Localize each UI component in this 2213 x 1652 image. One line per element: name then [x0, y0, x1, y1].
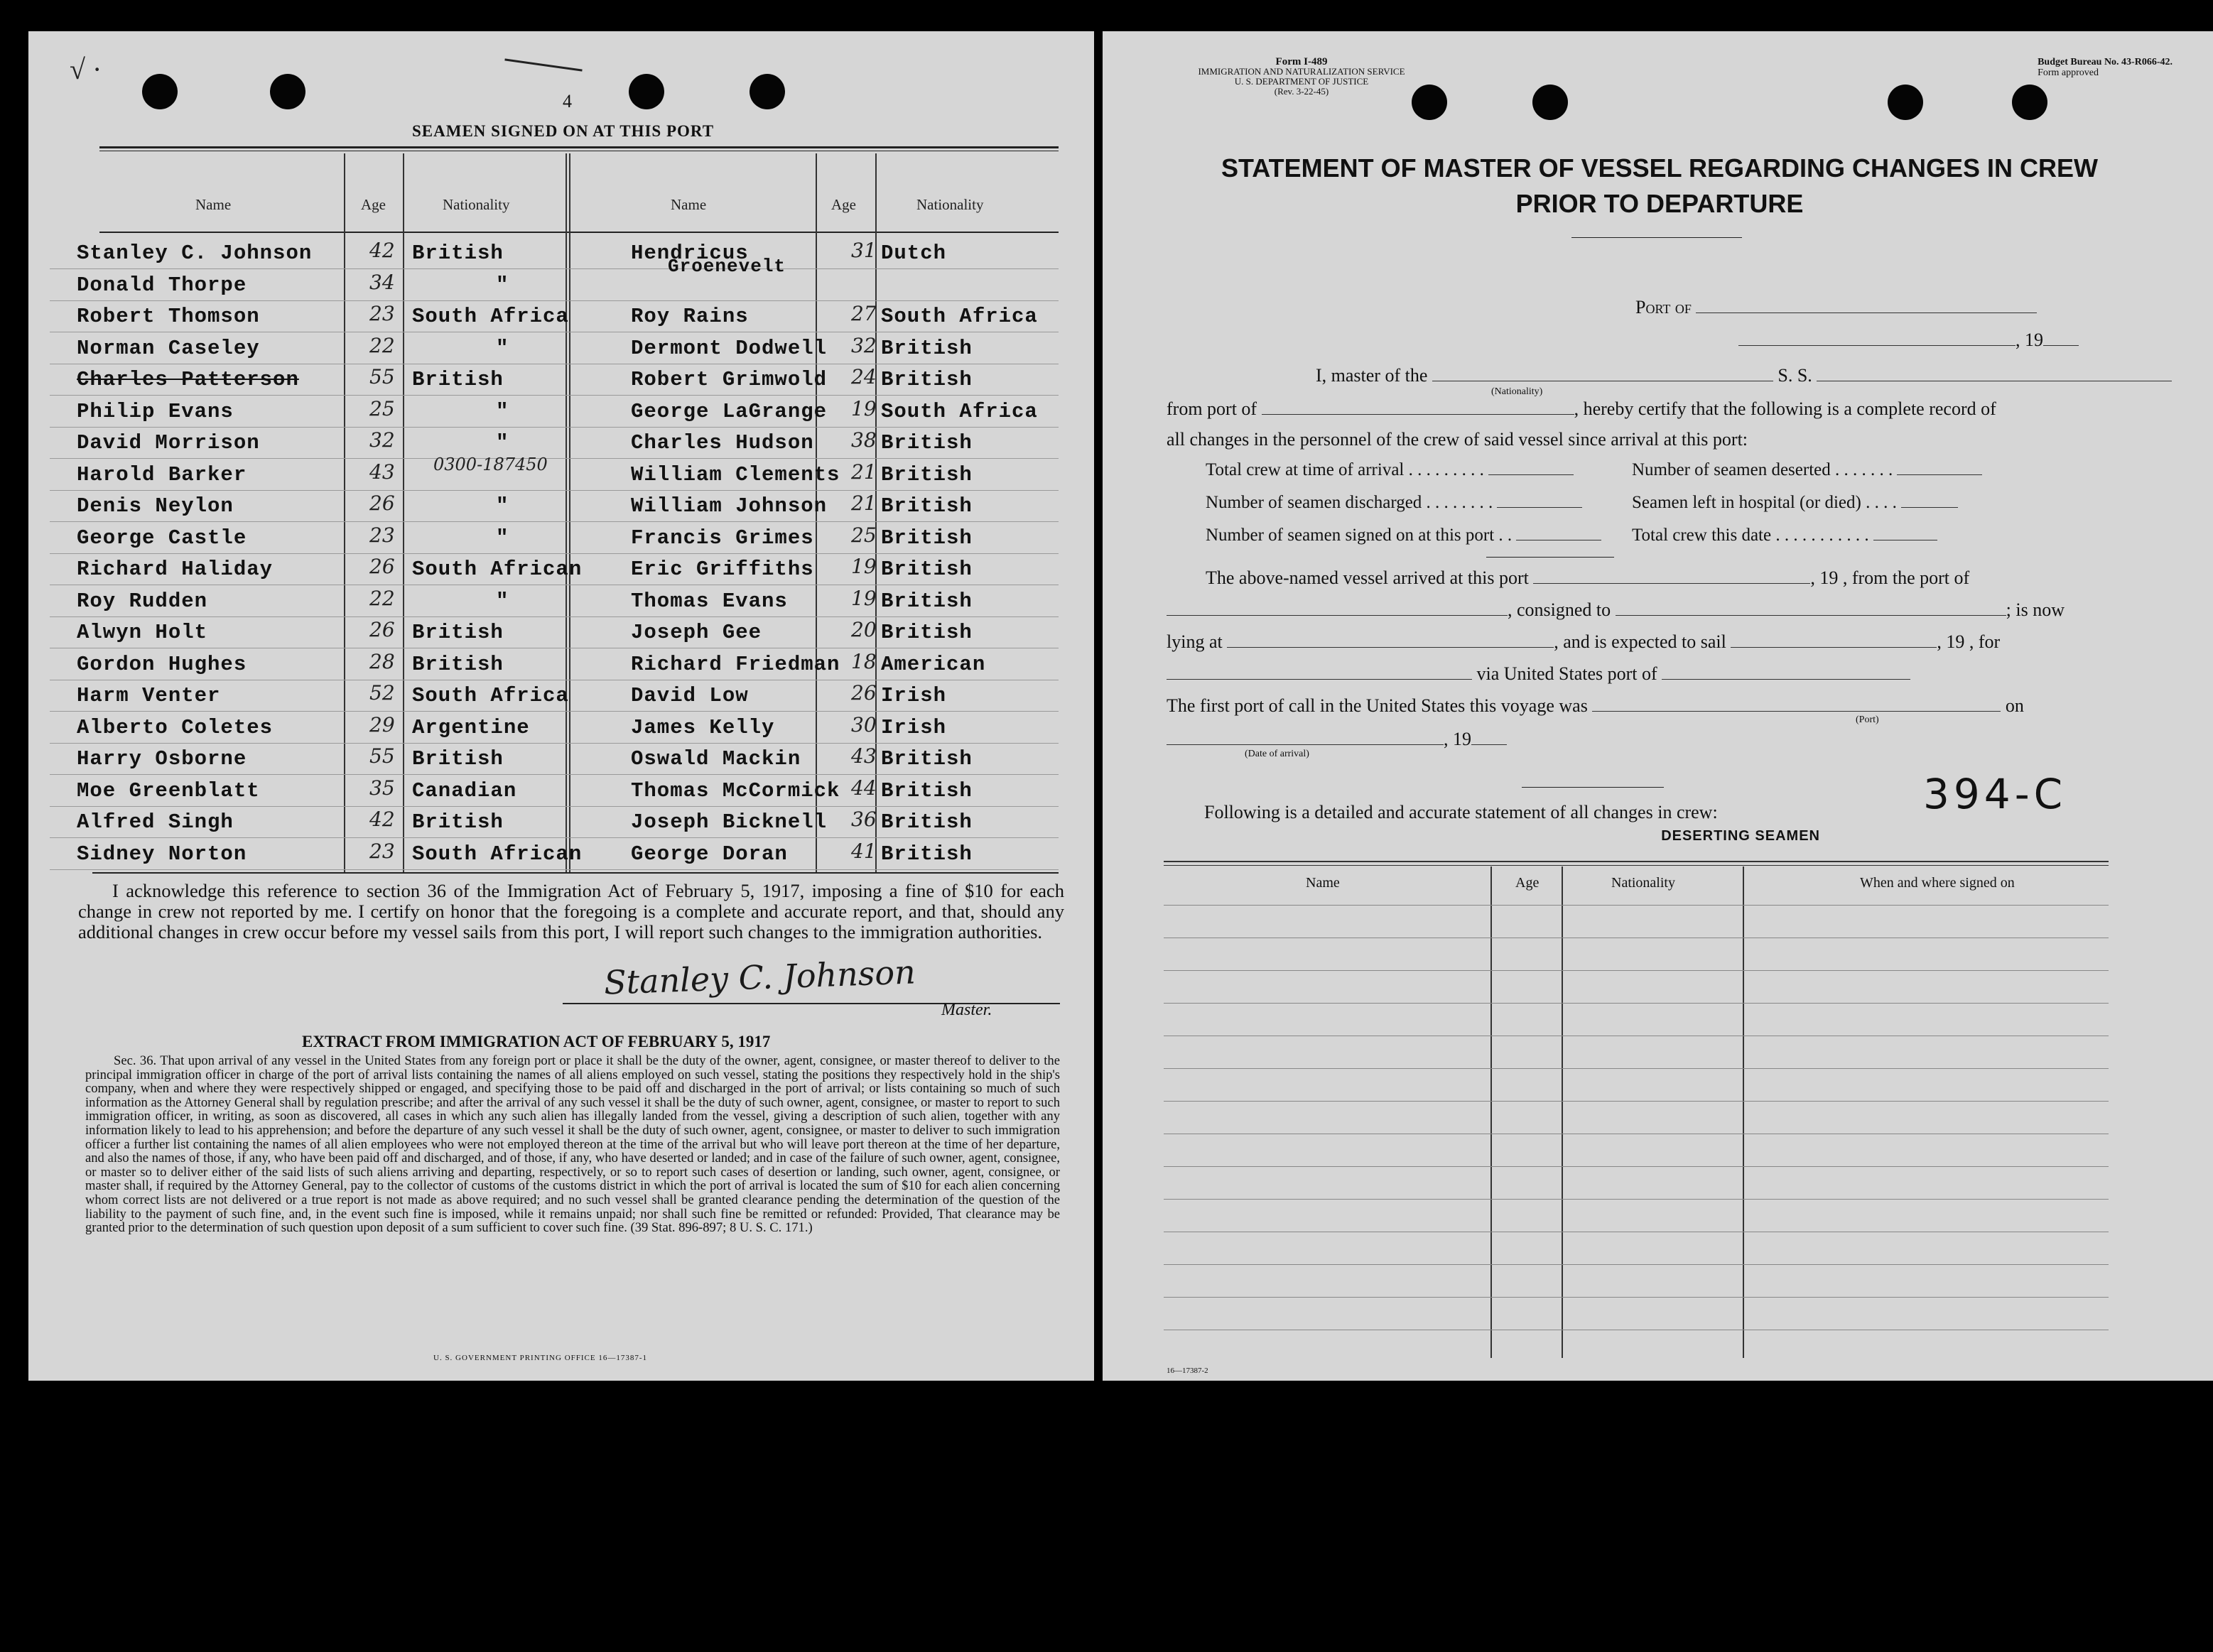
budget-number: Budget Bureau No. 43-R066-42.: [2038, 57, 2173, 67]
crew-nationality: British: [881, 494, 973, 518]
crew-name: Denis Neylon: [77, 494, 234, 518]
crew-nationality: South African: [412, 558, 583, 581]
header-rule: [99, 232, 1059, 233]
crew-age: 28: [369, 649, 395, 673]
revision-date: (Rev. 3-22-45): [1274, 86, 1329, 97]
crew-nationality: British: [881, 810, 973, 834]
crew-age: 42: [369, 239, 395, 262]
crew-age: 21: [851, 460, 877, 484]
table-row: [50, 743, 1059, 775]
margin-mark: √ ·: [70, 53, 102, 85]
table-row: [1164, 1068, 2109, 1069]
table-row: [50, 396, 1059, 428]
column-divider: [1562, 866, 1563, 1358]
crew-age: 32: [851, 333, 877, 357]
arrived-line: [1206, 567, 1969, 589]
crew-name: George LaGrange: [631, 399, 828, 423]
crew-name: Thomas Evans: [631, 589, 788, 613]
master-label: Master.: [941, 1001, 992, 1019]
crew-nationality: British: [881, 368, 973, 391]
table-top-rule: [1164, 861, 2109, 862]
crew-nationality: British: [412, 368, 504, 391]
crew-name: Dermont Dodwell: [631, 336, 828, 360]
crew-name: George Doran: [631, 842, 788, 866]
crew-stat-line: [1632, 460, 1982, 480]
crew-age: 26: [851, 681, 877, 705]
column-header-name: Name: [1306, 875, 1340, 891]
crew-age: 30: [851, 712, 877, 737]
table-row: [50, 838, 1059, 870]
certify-text: , hereby certify that the following is a complete record of: [1574, 398, 1996, 419]
year-label: , 19: [2015, 330, 2043, 350]
column-header-nationality: Nationality: [443, 196, 510, 213]
table-row: [50, 553, 1059, 585]
printer-imprint: U. S. GOVERNMENT PRINTING OFFICE 16—17387-1: [433, 1354, 648, 1362]
crew-name: Stanley C. Johnson: [77, 241, 313, 265]
form-title-line1: STATEMENT OF MASTER OF VESSEL REGARDING CHANGES IN CREW: [1221, 153, 2099, 183]
master-signature: Stanley C. Johnson: [603, 952, 916, 1002]
lying-at-label: lying at: [1167, 631, 1223, 652]
consigned-line: [1167, 599, 2065, 621]
crew-name: Norman Caseley: [77, 336, 260, 360]
pen-stroke: [504, 58, 582, 71]
lying-at-line: [1167, 631, 2000, 653]
master-of-label: I, master of the: [1316, 365, 1428, 386]
year-blank[interactable]: [1471, 744, 1507, 745]
table-row: [50, 364, 1059, 396]
crew-nationality: British: [412, 747, 504, 771]
crew-age: 26: [369, 618, 395, 641]
origin-port-blank[interactable]: [1167, 615, 1508, 616]
crew-age: 26: [369, 555, 395, 578]
crew-stat-label: Number of seamen deserted . . . . . . .: [1632, 460, 1893, 479]
crew-nationality: British: [412, 652, 504, 676]
crew-nationality: ": [496, 526, 509, 550]
all-changes-text: all changes in the personnel of the crew of said vessel since arrival at this port:: [1167, 429, 1748, 450]
form-footer: 16—17387-2: [1167, 1366, 1208, 1375]
crew-nationality: British: [881, 336, 973, 360]
crew-nationality: American: [881, 652, 986, 676]
lying-at-blank[interactable]: [1227, 647, 1554, 648]
table-row: [50, 490, 1059, 522]
crew-name: Richard Haliday: [77, 558, 274, 581]
crew-name: Roy Rains: [631, 305, 749, 328]
crew-stat-label: Number of seamen discharged . . . . . . . .: [1206, 493, 1493, 512]
crew-age: 23: [369, 839, 395, 863]
table-row: [50, 806, 1059, 838]
table-row: [1164, 905, 2109, 906]
from-port-line: [1167, 398, 1996, 420]
crew-name: Thomas McCormick: [631, 778, 840, 803]
deserting-seamen-table: [1164, 861, 2109, 1358]
arrival-date-blank[interactable]: [1533, 583, 1810, 584]
crew-name: Alwyn Holt: [77, 621, 208, 644]
port-of-field: [1635, 297, 2037, 318]
crew-age: 44: [851, 776, 877, 800]
divider: [1522, 787, 1664, 788]
crew-nationality: British: [881, 558, 973, 581]
crew-age: 22: [369, 333, 395, 357]
crew-age: 55: [369, 365, 395, 388]
crew-nationality: South Africa: [412, 684, 569, 707]
table-row: [50, 616, 1059, 648]
table-row: [1164, 970, 2109, 971]
crew-nationality: British: [412, 241, 504, 265]
crew-nationality: Dutch: [881, 241, 947, 265]
crew-nationality: British: [881, 621, 973, 644]
form-title-line2: PRIOR TO DEPARTURE: [1515, 189, 1804, 218]
date-blank[interactable]: [1738, 345, 2015, 346]
crew-nationality: ": [496, 494, 509, 518]
crew-stat-label: Total crew at time of arrival . . . . . . . . .: [1206, 460, 1484, 479]
table-row: [50, 332, 1059, 364]
agency-name: IMMIGRATION AND NATURALIZATION SERVICE: [1198, 66, 1405, 77]
table-row: [1164, 1003, 2109, 1004]
crew-age: 18: [851, 649, 877, 673]
nationality-note: (Nationality): [1491, 386, 1543, 397]
first-arrival-date-blank[interactable]: [1167, 744, 1444, 745]
consigned-label: , consigned to: [1508, 599, 1611, 620]
crew-age: 29: [369, 712, 395, 737]
form-title: [1103, 151, 2213, 222]
table-row: [1164, 1264, 2109, 1265]
table-row: [50, 712, 1059, 744]
table-row: [1164, 1297, 2109, 1298]
crew-age: 24: [851, 365, 877, 388]
year-blank[interactable]: [2043, 345, 2079, 346]
crew-nationality: British: [881, 589, 973, 613]
crew-name: Alberto Coletes: [77, 715, 274, 739]
column-header-name: Name: [671, 196, 707, 213]
via-label: via United States port of: [1476, 663, 1657, 684]
column-header-age: Age: [1515, 875, 1540, 891]
crew-nationality: ": [496, 431, 509, 455]
crew-name: David Low: [631, 684, 749, 707]
table-row: [50, 300, 1059, 332]
table-row: [1164, 1166, 2109, 1167]
table-bottom-rule: [92, 872, 1059, 874]
crew-age: 43: [851, 744, 877, 768]
crew-name: Moe Greenblatt: [77, 778, 260, 803]
table-row: [50, 680, 1059, 712]
column-header-nationality: Nationality: [1611, 875, 1675, 891]
crew-nationality: South Africa: [412, 305, 569, 328]
crew-stat-label: Number of seamen signed on at this port . .: [1206, 526, 1513, 545]
crew-name: Hendricus: [631, 241, 749, 265]
column-header-nationality: Nationality: [916, 196, 984, 213]
extract-heading: EXTRACT FROM IMMIGRATION ACT OF FEBRUARY 5, 1917: [302, 1033, 771, 1050]
column-header-signed-on: When and where signed on: [1860, 875, 2015, 891]
crew-nationality: ": [496, 589, 509, 613]
department-name: U. S. DEPARTMENT OF JUSTICE: [1234, 76, 1369, 87]
crew-name: William Johnson: [631, 494, 828, 518]
table-row: [1164, 1199, 2109, 1200]
ss-label: S. S.: [1778, 365, 1812, 386]
crew-nationality: British: [881, 778, 973, 803]
page-number: 4: [563, 91, 572, 112]
via-line: [1167, 663, 1910, 685]
crew-stat-blank[interactable]: [1901, 507, 1958, 508]
table-row: [50, 585, 1059, 617]
crew-nationality: ": [496, 399, 509, 423]
from-port-blank[interactable]: [1262, 414, 1574, 415]
punch-hole: [1532, 85, 1568, 120]
crew-nationality: Canadian: [412, 778, 517, 803]
punch-hole: [2012, 85, 2047, 120]
crew-name: George Castle: [77, 526, 247, 550]
divider: [99, 146, 1059, 148]
crew-stat-line: [1206, 526, 1601, 545]
table-row: [1164, 1101, 2109, 1102]
crew-age: 27: [851, 302, 877, 325]
crew-nationality: South Africa: [881, 305, 1038, 328]
punch-hole: [270, 74, 305, 109]
first-port-line: [1167, 695, 2024, 717]
punch-hole: [142, 74, 178, 109]
crew-stat-line: [1632, 493, 1958, 513]
crew-age: 42: [369, 808, 395, 831]
crew-age: 52: [369, 681, 395, 705]
crew-stat-line: [1206, 460, 1574, 480]
crew-nationality: South Africa: [881, 399, 1038, 423]
crew-name: Roy Rudden: [77, 589, 208, 613]
column-divider: [1743, 866, 1744, 1358]
crew-age: 19: [851, 555, 877, 578]
table-row: [50, 237, 1059, 277]
crew-name: Harold Barker: [77, 462, 247, 487]
following-text: Following is a detailed and accurate statement of all changes in crew:: [1204, 802, 1718, 822]
port-of-label: Port of: [1635, 297, 1692, 317]
crew-nationality: British: [881, 431, 973, 455]
crew-age: 25: [851, 523, 877, 547]
crew-name: Charles Hudson: [631, 431, 814, 455]
crew-stat-label: Seamen left in hospital (or died) . . . .: [1632, 493, 1897, 512]
port-note: (Port): [1856, 714, 1879, 725]
crew-nationality: British: [881, 462, 973, 487]
crew-nationality: British: [412, 810, 504, 834]
crew-age: 43: [369, 460, 395, 484]
destination-blank[interactable]: [1167, 679, 1472, 680]
crew-name: Joseph Bicknell: [631, 810, 828, 834]
crew-age: 55: [369, 744, 395, 768]
for-label: , 19 , for: [1937, 631, 2001, 652]
crew-name: Robert Thomson: [77, 305, 260, 328]
table-row: [50, 454, 1059, 491]
via-port-blank[interactable]: [1662, 679, 1910, 680]
crew-age: 20: [851, 618, 877, 641]
crew-nationality: British: [881, 842, 973, 866]
crew-name: Eric Griffiths: [631, 558, 814, 581]
from-the-port-label: , 19 , from the port of: [1810, 567, 1970, 588]
master-of-line: [1316, 365, 2172, 386]
table-row: [50, 522, 1059, 554]
crew-name: Robert Grimwold: [631, 368, 828, 391]
table-row: [50, 775, 1059, 807]
crew-age: 31: [851, 239, 877, 262]
column-header-age: Age: [361, 196, 386, 213]
crew-age: 32: [369, 428, 395, 452]
from-port-label: from port of: [1167, 398, 1257, 419]
crew-age: 35: [369, 776, 395, 800]
crew-age: 22: [369, 586, 395, 610]
crew-nationality: British: [881, 526, 973, 550]
budget-bureau-note: [2038, 57, 2173, 78]
column-header-age: Age: [831, 196, 856, 213]
crew-name: Donald Thorpe: [77, 273, 247, 297]
left-page: [28, 31, 1094, 1381]
form-number: Form I-489: [1275, 56, 1328, 67]
table-row: [50, 427, 1059, 459]
crew-age: 19: [851, 586, 877, 610]
crew-stat-blank[interactable]: [1488, 474, 1574, 475]
crew-nationality: ": [496, 336, 509, 360]
crew-age: 41: [851, 839, 877, 863]
crew-stat-line: [1632, 526, 1937, 545]
crew-name: Charles Patterson: [77, 368, 299, 391]
crew-name: Gordon Hughes: [77, 652, 247, 676]
stats-divider: [1486, 557, 1614, 558]
crew-age: 19: [851, 396, 877, 420]
table-row: [50, 648, 1059, 680]
right-page: [1103, 31, 2213, 1381]
punch-hole: [750, 74, 785, 109]
consignee-blank[interactable]: [1616, 615, 2006, 616]
crew-name: William Clements: [631, 462, 840, 487]
section-36-text: Sec. 36. That upon arrival of any vessel in the United States from any foreign port or place it shall be the duty of the owner, agent, consignee, or master thereof to deliver to the principal immigration officer in charge of the port of arrival lists containing the names of all aliens employed on such vessel, stating the positions they respectively hold in the ship's company, when and where they were respectively shipped or engaged, and specifying those to be paid off and discharged in the port of arrival; or lists containing so much of such information as the Attorney General shall by regulation prescribe; and after the arrival of any such vessel it shall be the duty of such owner, agent, consignee, or master to report to such immigration officer, in writing, as soon as discovered, all cases in which any such alien has illegally landed from the vessel, giving a description of such alien, together with any information likely to lead to his apprehension; and before the departure of any such vessel it shall be the duty of such owner, agent, consignee, or master to deliver to such immigration officer a further list containing the names of all alien employees who were not employed thereon at the time of the arrival but who will leave port thereon at the time of her departure, and also the names of those, if any, who have been paid off and discharged, and of those, if any, who have deserted or landed; and in case of the failure of such owner, agent, consignee, or master so to deliver either of the said lists of such aliens arriving and departing, respectively, or so to report such cases of desertion or landing, such owner, agent, consignee, or master shall, if required by the Attorney General, pay to the collector of customs of the customs district in which the port of arrival is located the sum of $10 for each alien concerning whom correct lists are not delivered or a true report is not made as above required; and no such vessel shall be granted clearance pending the determination of the question of the liability to the payment of such fine, and, in the event such fine is imposed, while it remains unpaid; nor shall such fine be remitted or refunded: Provided, That clearance may be granted prior to the determination of such question upon deposit of a sum sufficient to cover such fine. (39 Stat. 896-897; 8 U. S. C. 171.): [85, 1053, 1060, 1236]
crew-age: 25: [369, 396, 395, 420]
sail-date-blank[interactable]: [1731, 647, 1937, 648]
crew-nationality: Argentine: [412, 715, 530, 739]
crew-nationality: British: [881, 747, 973, 771]
crew-nationality: Irish: [881, 715, 947, 739]
crew-name: Sidney Norton: [77, 842, 247, 866]
handwritten-file-number: 394-C: [1923, 770, 2067, 818]
crew-age: 34: [369, 270, 395, 294]
crew-name: James Kelly: [631, 715, 775, 739]
punch-hole: [629, 74, 664, 109]
crew-name: Joseph Gee: [631, 621, 762, 644]
crew-age: 23: [369, 302, 395, 325]
date-field: [1738, 330, 2079, 351]
crew-age: 26: [369, 491, 395, 515]
year-label: , 19: [1444, 729, 1471, 749]
crew-nationality: ": [496, 273, 509, 297]
expected-label: , and is expected to sail: [1554, 631, 1726, 652]
table-row: [50, 269, 1059, 301]
table-top-rule: [1164, 865, 2109, 866]
crew-age: 36: [851, 808, 877, 831]
crew-name: Harm Venter: [77, 684, 221, 707]
date-of-arrival-note: (Date of arrival): [1245, 749, 1309, 759]
on-label: on: [2005, 695, 2024, 716]
crew-age: 38: [851, 428, 877, 452]
crew-name: Philip Evans: [77, 399, 234, 423]
crew-name: Alfred Singh: [77, 810, 234, 834]
divider: [1571, 237, 1742, 238]
form-approved: Form approved: [2038, 67, 2099, 78]
crew-nationality: South African: [412, 842, 583, 866]
crew-name: Francis Grimes: [631, 526, 814, 550]
crew-stat-line: [1206, 493, 1582, 513]
crew-stat-blank[interactable]: [1897, 474, 1982, 475]
crew-age: 23: [369, 523, 395, 547]
crew-name: Oswald Mackin: [631, 747, 801, 771]
acknowledgement-text: I acknowledge this reference to section 36 of the Immigration Act of February 5, 1917, imposing a fine of $10 for each change in crew not reported by me. I certify on honor that the foregoing is a complete and accurate report, and that, should any additional changes in crew occur before my vessel sails from this port, I will report such changes to the immigration authorities.: [78, 880, 1064, 942]
first-port-blank[interactable]: [1592, 711, 2001, 712]
crew-nationality: British: [412, 621, 504, 644]
first-port-label: The first port of call in the United States this voyage was: [1167, 695, 1588, 716]
punch-hole: [1888, 85, 1923, 120]
crew-stat-blank[interactable]: [1497, 507, 1582, 508]
crew-nationality: 0300-187450: [433, 454, 548, 474]
page-title: SEAMEN SIGNED ON AT THIS PORT: [412, 122, 715, 140]
is-now-label: ; is now: [2006, 599, 2065, 620]
crew-name: Harry Osborne: [77, 747, 247, 771]
deserting-seamen-heading: DESERTING SEAMEN: [1661, 828, 1820, 844]
crew-nationality: Irish: [881, 684, 947, 707]
arrival-date-line: [1167, 729, 1507, 750]
crew-name: David Morrison: [77, 431, 260, 455]
crew-name-continued: Groenevelt: [668, 256, 786, 277]
column-divider: [1490, 866, 1492, 1358]
crew-age: 21: [851, 491, 877, 515]
column-header-name: Name: [195, 196, 232, 213]
crew-stat-label: Total crew this date . . . . . . . . . . .: [1632, 526, 1869, 545]
crew-name: Richard Friedman: [631, 652, 840, 676]
arrived-label: The above-named vessel arrived at this port: [1206, 567, 1529, 588]
form-identifier: [1159, 57, 1444, 97]
